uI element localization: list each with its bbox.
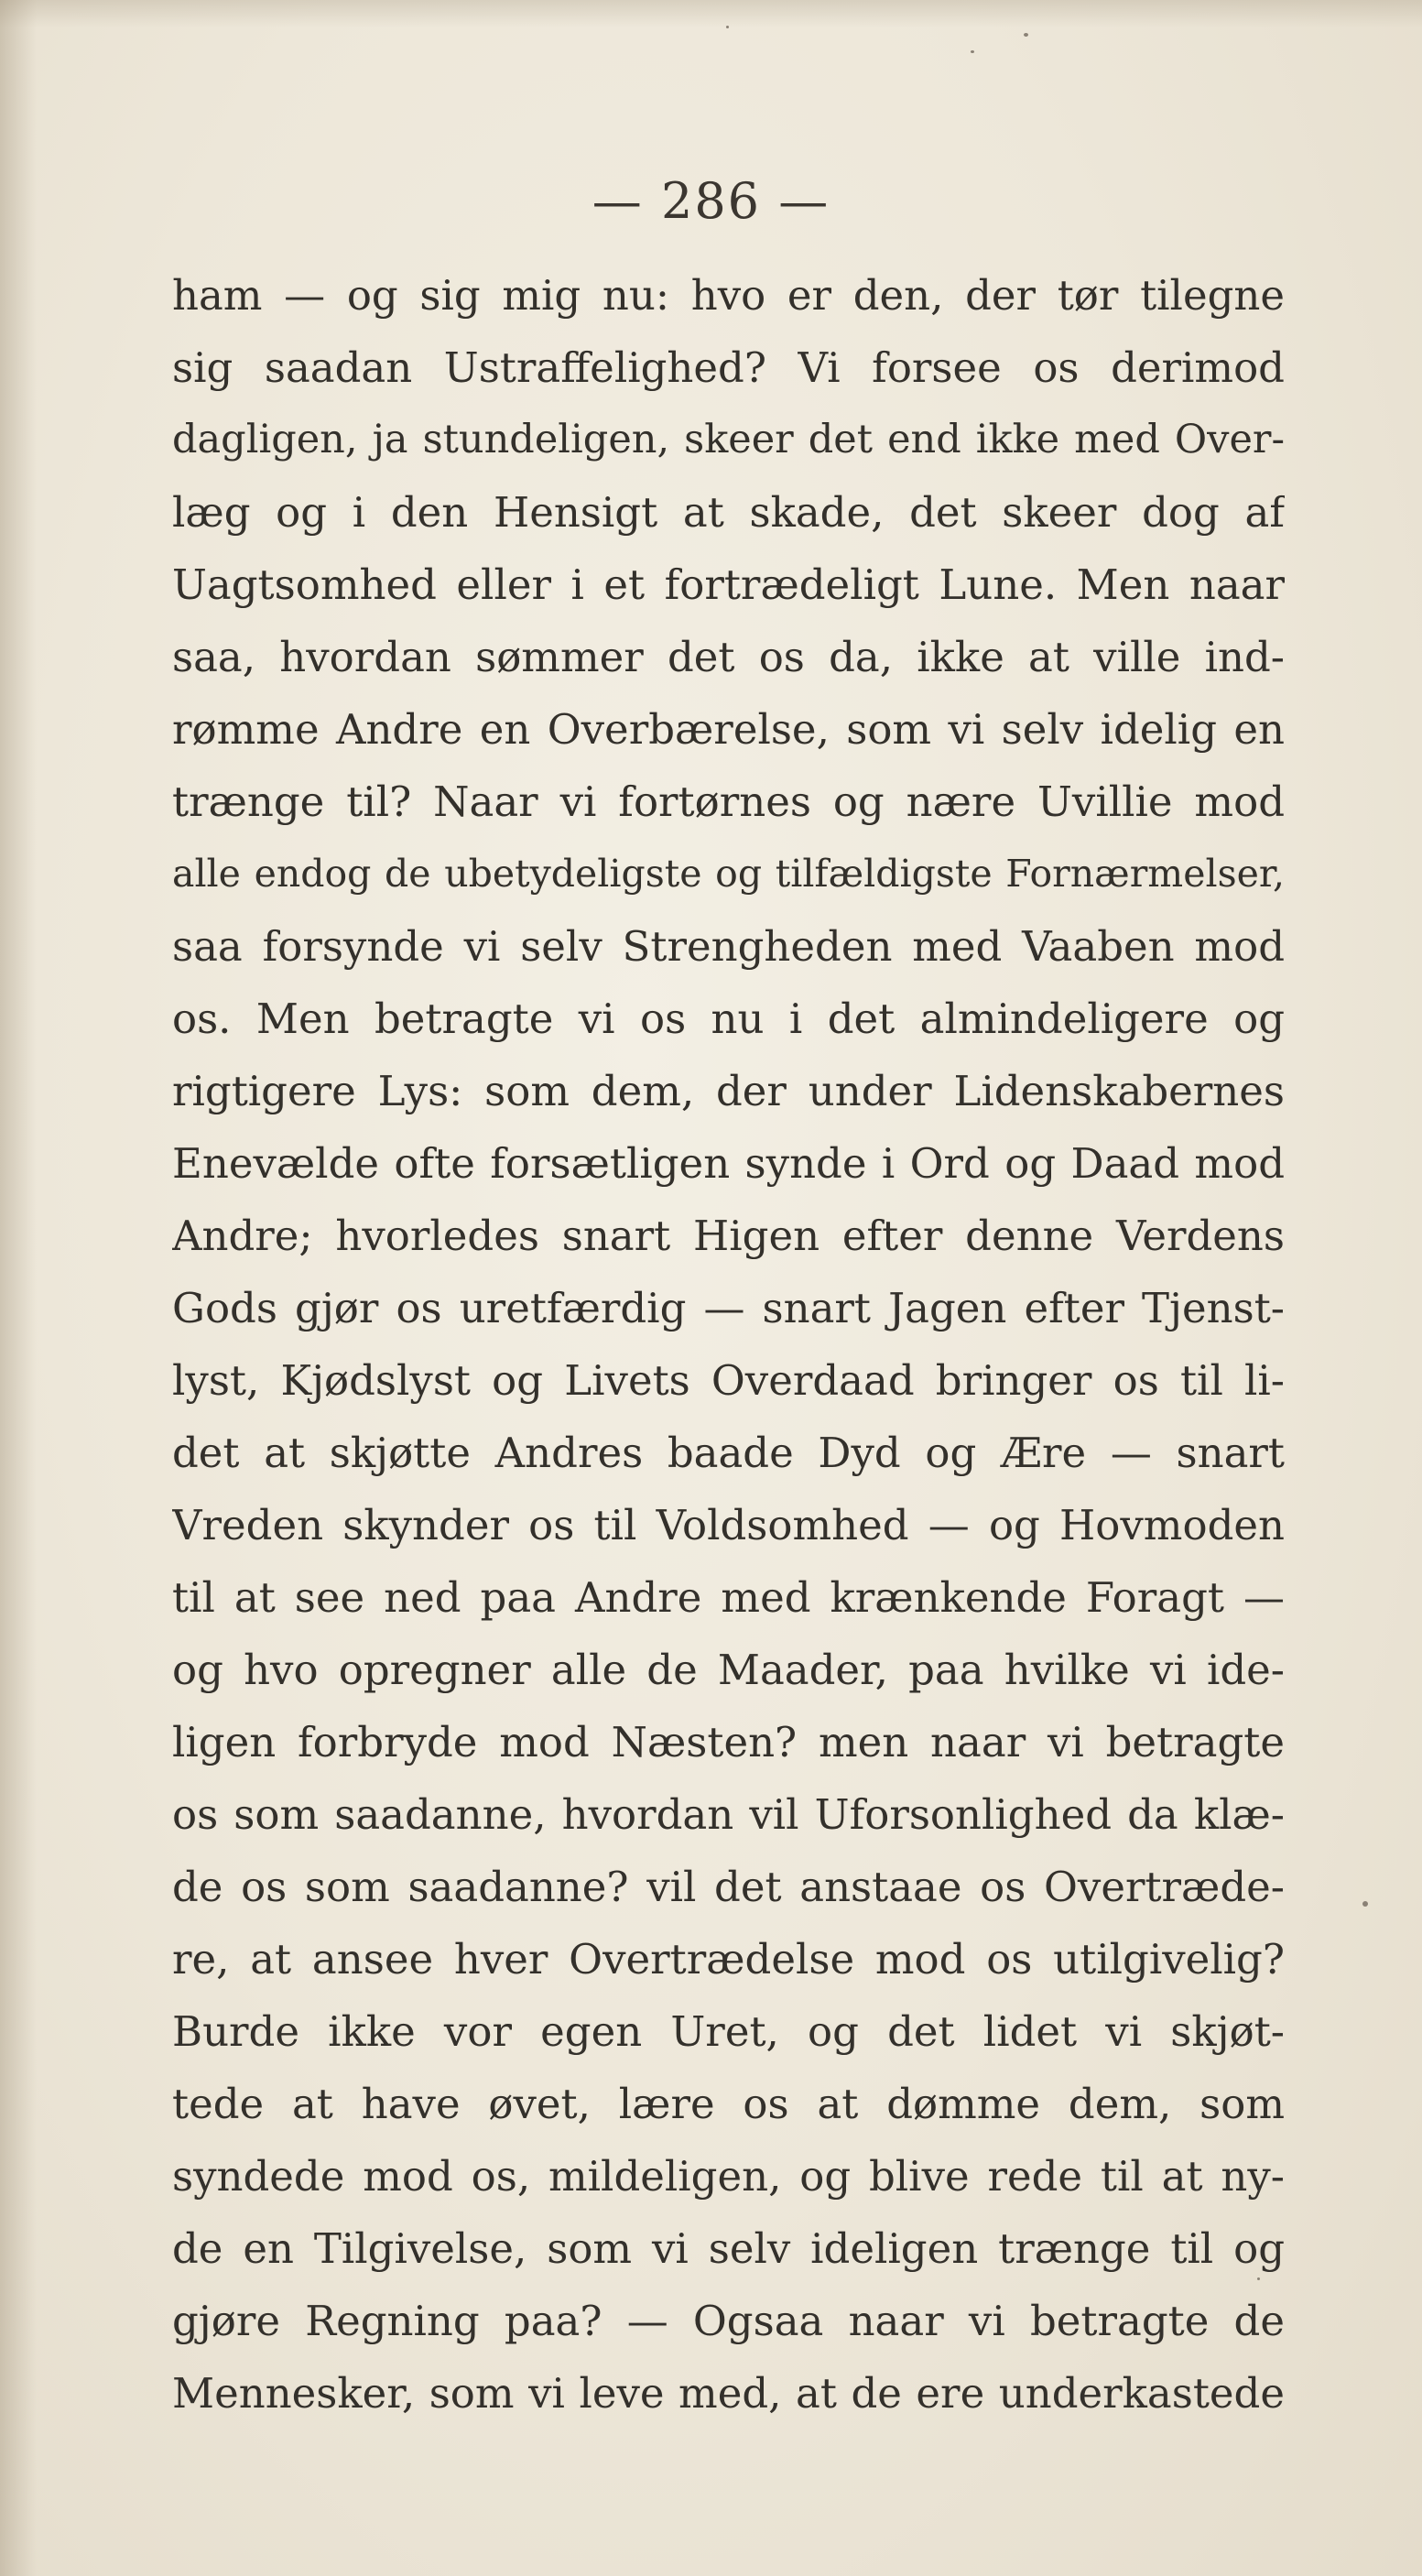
text-line: os. Men betragte vi os nu i det almindeligere og bbox=[172, 995, 1285, 1043]
text-line: de en Tilgivelse, som vi selv ideligen trænge til og bbox=[172, 2224, 1285, 2273]
text-line: og hvo opregner alle de Maader, paa hvilke vi ide- bbox=[172, 1646, 1285, 1694]
text-line: saa, hvordan sømmer det os da, ikke at ville ind- bbox=[172, 633, 1285, 681]
paper-speck bbox=[1362, 1901, 1368, 1907]
paper-speck bbox=[1024, 33, 1028, 37]
text-line: Andre; hvorledes snart Higen efter denne Verdens bbox=[172, 1212, 1285, 1260]
text-line: Mennesker, som vi leve med, at de ere underkastede bbox=[172, 2369, 1285, 2418]
text-line: alle endog de ubetydeligste og tilfældigste Fornærmelser, bbox=[172, 852, 1285, 896]
text-line: ham — og sig mig nu: hvo er den, der tør tilegne bbox=[172, 271, 1285, 320]
text-line: læg og i den Hensigt at skade, det skeer dog af bbox=[172, 488, 1285, 537]
paper-speck bbox=[726, 26, 729, 28]
text-line: trænge til? Naar vi fortørnes og nære Uvillie mod bbox=[172, 777, 1285, 826]
text-line: rigtigere Lys: som dem, der under Lidenskabernes bbox=[172, 1067, 1285, 1115]
text-line: de os som saadanne? vil det anstaae os Overtræde- bbox=[172, 1863, 1285, 1911]
page-number: — 286 — bbox=[592, 172, 830, 230]
text-line: syndede mod os, mildeligen, og blive rede til at ny- bbox=[172, 2152, 1285, 2201]
text-line: os som saadanne, hvordan vil Uforsonlighed da klæ- bbox=[172, 1790, 1285, 1839]
paper-speck bbox=[971, 50, 974, 53]
text-line: Uagtsomhed eller i et fortrædeligt Lune. Men naar bbox=[172, 560, 1285, 609]
text-line: gjøre Regning paa? — Ogsaa naar vi betragte de bbox=[172, 2297, 1285, 2345]
text-line: Gods gjør os uretfærdig — snart Jagen efter Tjenst- bbox=[172, 1284, 1285, 1332]
text-line: Burde ikke vor egen Uret, og det lidet vi skjøt- bbox=[172, 2007, 1285, 2056]
text-line: til at see ned paa Andre med krænkende Foragt — bbox=[172, 1573, 1285, 1622]
text-line: Vreden skynder os til Voldsomhed — og Hovmoden bbox=[172, 1501, 1285, 1549]
text-line: rømme Andre en Overbærelse, som vi selv idelig en bbox=[172, 705, 1285, 754]
text-line: sig saadan Ustraffelighed? Vi forsee os derimod bbox=[172, 343, 1285, 392]
text-line: dagligen, ja stundeligen, skeer det end ikke med Over- bbox=[172, 417, 1285, 462]
page-edge-shadow bbox=[0, 0, 37, 2576]
text-line: lyst, Kjødslyst og Livets Overdaad bringer os til li- bbox=[172, 1356, 1285, 1405]
text-line: saa forsynde vi selv Strengheden med Vaaben mod bbox=[172, 922, 1285, 971]
text-line: Enevælde ofte forsætligen synde i Ord og Daad mod bbox=[172, 1139, 1285, 1188]
page-top-shadow bbox=[0, 0, 1422, 27]
text-line: det at skjøtte Andres baade Dyd og Ære — snart bbox=[172, 1429, 1285, 1477]
text-line: re, at ansee hver Overtrædelse mod os utilgivelig? bbox=[172, 1935, 1285, 1984]
text-line: ligen forbryde mod Næsten? men naar vi betragte bbox=[172, 1718, 1285, 1766]
body-text bbox=[172, 259, 1285, 2429]
paper-speck bbox=[1257, 2277, 1260, 2280]
text-line: tede at have øvet, lære os at dømme dem, som bbox=[172, 2080, 1285, 2128]
